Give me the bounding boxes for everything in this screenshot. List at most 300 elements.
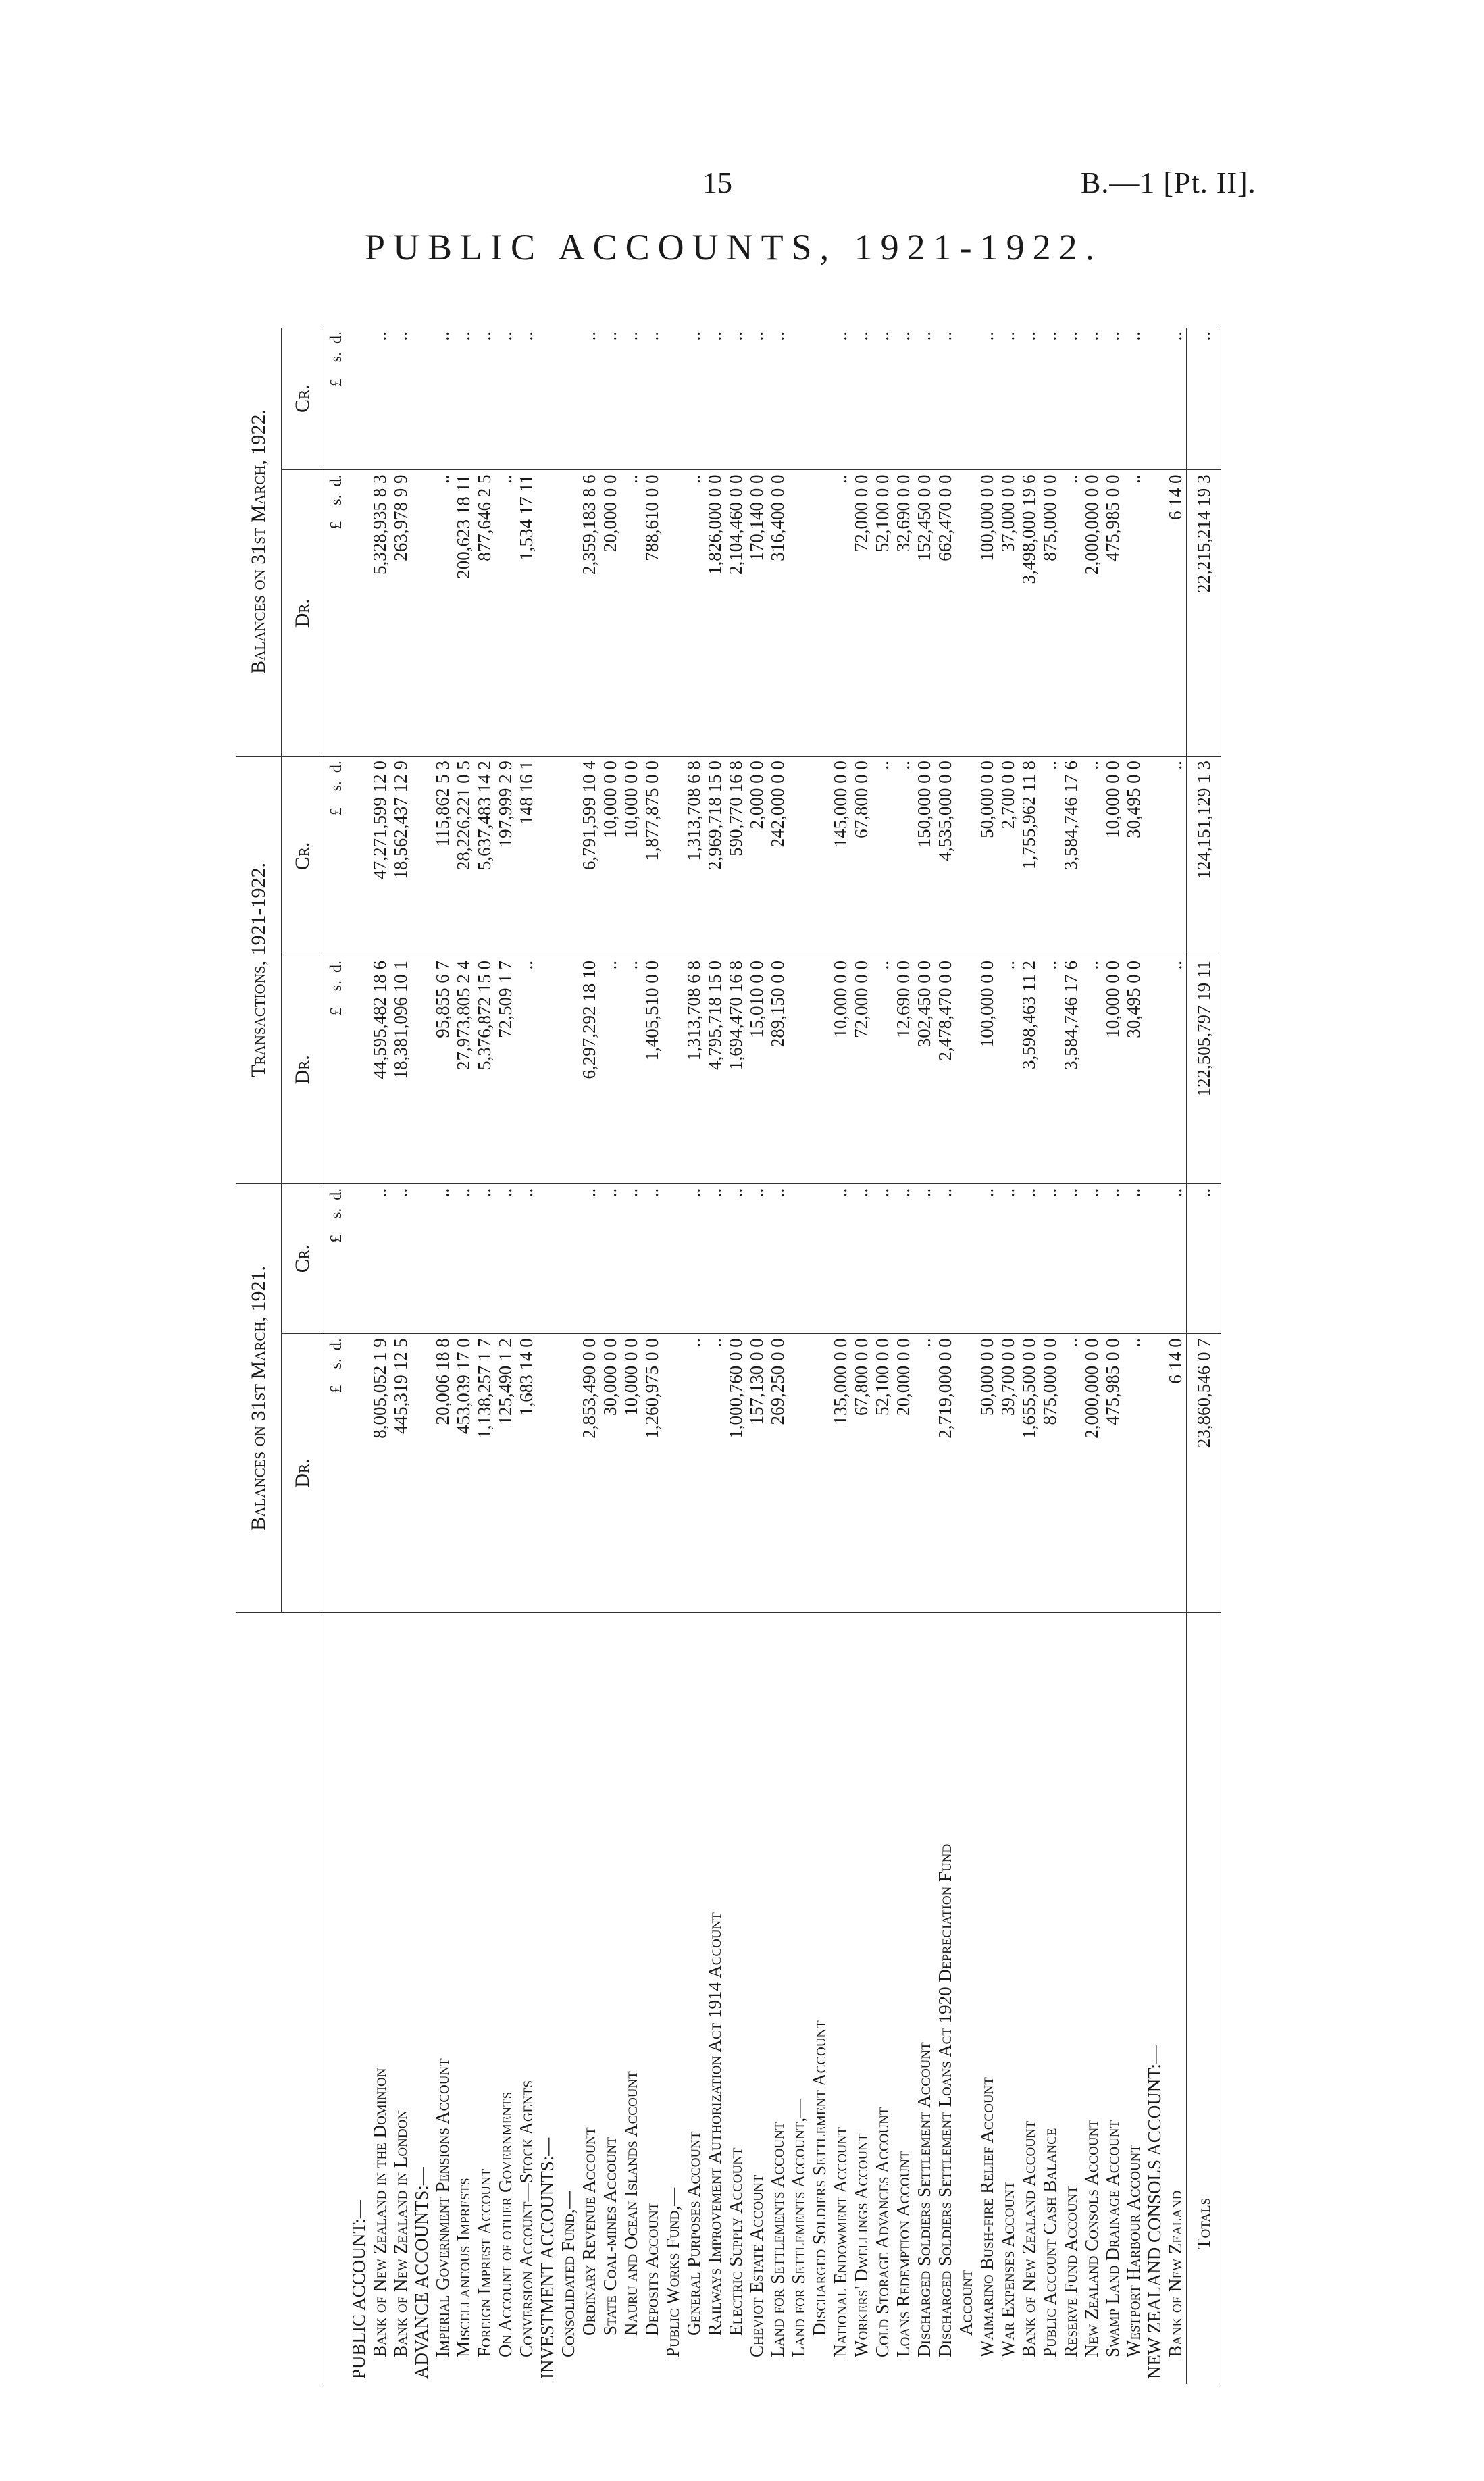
table-row — [411, 328, 432, 2384]
transactions-dr-cell: 5,376,872 15 0 — [474, 956, 495, 1183]
balance-1922-dr-cell: .. — [684, 470, 705, 757]
transactions-cr-cell: 10,000 0 0 — [1102, 757, 1123, 956]
header-cr: Cr. — [282, 328, 324, 470]
balance-1922-cr-cell: .. — [642, 328, 663, 470]
transactions-dr-cell: .. — [600, 956, 621, 1183]
balance-1921-dr-cell — [956, 1334, 977, 1613]
transactions-cr-cell — [558, 757, 579, 956]
transactions-dr-cell — [558, 956, 579, 1183]
transactions-cr-cell: .. — [1081, 757, 1102, 956]
balance-1922-dr-cell: .. — [495, 470, 516, 757]
transactions-dr-cell: 302,450 0 0 — [914, 956, 935, 1183]
table-row — [1144, 328, 1165, 2384]
balance-1922-dr-cell: 37,000 0 0 — [998, 470, 1019, 757]
table-row — [851, 328, 872, 2384]
row-label: Land for Settlements Account — [767, 2122, 788, 2357]
transactions-dr-cell: .. — [621, 956, 642, 1183]
row-label: Electric Supply Account — [725, 2147, 746, 2336]
balance-1922-cr-cell: .. — [851, 328, 872, 470]
balance-1922-cr-cell: .. — [767, 328, 788, 470]
table-row — [872, 328, 893, 2384]
balance-1922-cr-cell: .. — [495, 328, 516, 470]
balance-1921-dr-cell: 1,260,975 0 0 — [642, 1334, 663, 1613]
balance-1921-cr-cell: .. — [642, 1183, 663, 1334]
balance-1922-cr-cell: .. — [684, 328, 705, 470]
balance-1922-dr-cell: 72,000 0 0 — [851, 470, 872, 757]
table-row — [349, 328, 369, 2384]
balance-1922-cr-cell: .. — [516, 328, 537, 470]
balance-1922-dr-cell — [956, 470, 977, 757]
unit-label: £ s. d. — [324, 956, 349, 1183]
balance-1922-cr-cell: .. — [705, 328, 725, 470]
row-label: On Account of other Governments — [495, 2091, 515, 2357]
balance-1921-cr-cell — [663, 1183, 684, 1334]
balance-1922-dr-cell: 2,104,460 0 0 — [725, 470, 746, 757]
balance-1921-dr-cell: .. — [1123, 1334, 1144, 1613]
row-label: General Purposes Account — [684, 2131, 704, 2336]
balance-1922-dr-cell: 170,140 0 0 — [746, 470, 767, 757]
transactions-dr-cell: 95,855 6 7 — [432, 956, 453, 1183]
balance-1921-cr-cell: .. — [1060, 1183, 1081, 1334]
transactions-dr-cell — [663, 956, 684, 1183]
transactions-dr-cell — [537, 956, 558, 1183]
header-balances-1921: Balances on 31st March, 1921. — [236, 1183, 282, 1612]
balance-1921-cr-cell: .. — [579, 1183, 600, 1334]
transactions-cr-cell: 115,862 5 3 — [432, 757, 453, 956]
balance-1922-dr-cell: 662,470 0 0 — [935, 470, 956, 757]
table-row — [1040, 328, 1060, 2384]
transactions-cr-cell: 10,000 0 0 — [621, 757, 642, 956]
transactions-dr-cell: 3,598,463 11 2 — [1019, 956, 1040, 1183]
transactions-dr-cell: 1,313,708 6 8 — [684, 956, 705, 1183]
balance-1921-cr-cell: .. — [516, 1183, 537, 1334]
transactions-dr-cell: .. — [1081, 956, 1102, 1183]
balance-1922-cr-cell: .. — [1102, 328, 1123, 470]
table-row — [1102, 328, 1123, 2384]
transactions-cr-cell: 2,000 0 0 — [746, 757, 767, 956]
transactions-cr-cell: 4,535,000 0 0 — [935, 757, 956, 956]
totals-row — [1187, 328, 1221, 2384]
balance-1921-dr-cell: 30,000 0 0 — [600, 1334, 621, 1613]
transactions-cr-cell: 28,226,221 0 5 — [453, 757, 474, 956]
balance-1922-cr-cell — [663, 328, 684, 470]
balance-1921-dr-cell: 6 14 0 — [1165, 1334, 1187, 1613]
row-label: Swamp Land Drainage Account — [1102, 2120, 1123, 2357]
row-label: Discharged Soldiers Settlement Account — [809, 2020, 829, 2336]
transactions-cr-cell — [349, 757, 369, 956]
balance-1921-cr-cell: .. — [600, 1183, 621, 1334]
balance-1922-cr-cell: .. — [1123, 328, 1144, 470]
transactions-dr-cell: 27,973,805 2 4 — [453, 956, 474, 1183]
transactions-cr-cell: 5,637,483 14 2 — [474, 757, 495, 956]
transactions-cr-cell: .. — [1165, 757, 1187, 956]
balance-1921-cr-cell: .. — [369, 1183, 390, 1334]
table-row — [893, 328, 914, 2384]
table-row — [1165, 328, 1187, 2384]
balance-1922-dr-cell: 263,978 9 9 — [390, 470, 411, 757]
row-label: Foreign Imprest Account — [474, 2168, 494, 2357]
balance-1922-dr-cell: 1,826,000 0 0 — [705, 470, 725, 757]
balance-1921-cr-cell: .. — [767, 1183, 788, 1334]
transactions-cr-cell: .. — [893, 757, 914, 956]
balance-1921-dr-cell: 50,000 0 0 — [977, 1334, 998, 1613]
transactions-cr-cell — [1144, 757, 1165, 956]
transactions-cr-cell: 50,000 0 0 — [977, 757, 998, 956]
table-row — [453, 328, 474, 2384]
row-label: Nauru and Ocean Islands Account — [621, 2071, 641, 2336]
balance-1922-dr-cell — [809, 470, 830, 757]
row-label: Bank of New Zealand in London — [390, 2110, 411, 2357]
balance-1921-dr-cell: 125,490 1 2 — [495, 1334, 516, 1613]
balance-1922-dr-cell — [349, 470, 369, 757]
row-label: State Coal-mines Account — [600, 2137, 620, 2336]
row-label: Workers' Dwellings Account — [851, 2133, 871, 2357]
total-balance-1921-cr: .. — [1187, 1183, 1221, 1334]
balance-1921-dr-cell — [809, 1334, 830, 1613]
balance-1922-dr-cell — [1144, 470, 1165, 757]
table-row — [1060, 328, 1081, 2384]
page-title: PUBLIC ACCOUNTS, 1921-1922. — [365, 227, 1103, 267]
balance-1921-cr-cell — [558, 1183, 579, 1334]
table-row — [746, 328, 767, 2384]
row-label: Public Account Cash Balance — [1040, 2128, 1060, 2357]
balance-1921-cr-cell: .. — [495, 1183, 516, 1334]
balance-1922-dr-cell: 877,646 2 5 — [474, 470, 495, 757]
balance-1921-dr-cell: 2,719,000 0 0 — [935, 1334, 956, 1613]
balance-1922-dr-cell: 6 14 0 — [1165, 470, 1187, 757]
description-header — [236, 1613, 324, 2385]
transactions-dr-cell: 1,405,510 0 0 — [642, 956, 663, 1183]
row-label: INVESTMENT ACCOUNTS:— — [537, 2137, 557, 2379]
transactions-cr-cell: 145,000 0 0 — [830, 757, 851, 956]
balance-1921-dr-cell: 39,700 0 0 — [998, 1334, 1019, 1613]
transactions-dr-cell: 10,000 0 0 — [1102, 956, 1123, 1183]
balance-1922-cr-cell: .. — [746, 328, 767, 470]
header-transactions: Transactions, 1921-1922. — [236, 757, 282, 1184]
total-balance-1921-dr: 23,860,546 0 7 — [1187, 1334, 1221, 1613]
cash-accounts-table-container — [236, 328, 1331, 2384]
unit-label: £ s. d. — [324, 328, 349, 470]
balance-1921-cr-cell: .. — [935, 1183, 956, 1334]
row-label: Discharged Soldiers Settlement Account — [914, 2042, 934, 2357]
balance-1922-cr-cell: .. — [600, 328, 621, 470]
balance-1922-cr-cell: .. — [725, 328, 746, 470]
total-balance-1922-dr: 22,215,214 19 3 — [1187, 470, 1221, 757]
table-row — [684, 328, 705, 2384]
balance-1922-dr-cell: .. — [1123, 470, 1144, 757]
balance-1921-dr-cell: 20,000 0 0 — [893, 1334, 914, 1613]
balance-1922-dr-cell: 2,359,183 8 6 — [579, 470, 600, 757]
table-row — [390, 328, 411, 2384]
row-label: Reserve Fund Account — [1060, 2185, 1081, 2357]
header-dr: Dr. — [282, 1334, 324, 1613]
header-cr: Cr. — [282, 1183, 324, 1334]
transactions-dr-cell: .. — [1040, 956, 1060, 1183]
transactions-dr-cell: 30,495 0 0 — [1123, 956, 1144, 1183]
balance-1922-cr-cell: .. — [935, 328, 956, 470]
transactions-cr-cell — [663, 757, 684, 956]
transactions-cr-cell: .. — [872, 757, 893, 956]
balance-1922-cr-cell: .. — [977, 328, 998, 470]
row-label: Ordinary Revenue Account — [579, 2127, 599, 2336]
balance-1921-dr-cell: 10,000 0 0 — [621, 1334, 642, 1613]
transactions-dr-cell: 2,478,470 0 0 — [935, 956, 956, 1183]
balance-1922-dr-cell: 5,328,935 8 3 — [369, 470, 390, 757]
row-label: National Endowment Account — [830, 2127, 850, 2357]
table-row — [369, 328, 390, 2384]
balance-1922-dr-cell: 2,000,000 0 0 — [1081, 470, 1102, 757]
balance-1921-dr-cell — [1144, 1334, 1165, 1613]
balance-1921-dr-cell: 2,000,000 0 0 — [1081, 1334, 1102, 1613]
transactions-dr-cell — [956, 956, 977, 1183]
balance-1921-cr-cell: .. — [1165, 1183, 1187, 1334]
balance-1922-dr-cell: 3,498,000 19 6 — [1019, 470, 1040, 757]
row-label: Bank of New Zealand Account — [1019, 2120, 1039, 2357]
table-row — [495, 328, 516, 2384]
table-row — [432, 328, 453, 2384]
row-label: War Expenses Account — [998, 2181, 1018, 2357]
balance-1922-dr-cell: 32,690 0 0 — [893, 470, 914, 757]
transactions-dr-cell: 12,690 0 0 — [893, 956, 914, 1183]
row-label: Consolidated Fund,— — [558, 2191, 578, 2357]
balance-1921-cr-cell: .. — [1019, 1183, 1040, 1334]
balance-1922-cr-cell — [788, 328, 809, 470]
balance-1921-dr-cell: 1,683 14 0 — [516, 1334, 537, 1613]
balance-1921-cr-cell: .. — [1040, 1183, 1060, 1334]
transactions-cr-cell: 590,770 16 8 — [725, 757, 746, 956]
transactions-cr-cell: 3,584,746 17 6 — [1060, 757, 1081, 956]
balance-1921-dr-cell: 135,000 0 0 — [830, 1334, 851, 1613]
balance-1922-cr-cell — [956, 328, 977, 470]
transactions-dr-cell: 10,000 0 0 — [830, 956, 851, 1183]
balance-1922-dr-cell — [537, 470, 558, 757]
row-label: Waimarino Bush-fire Relief Account — [977, 2077, 997, 2357]
balance-1922-dr-cell: 152,450 0 0 — [914, 470, 935, 757]
transactions-dr-cell: 1,694,470 16 8 — [725, 956, 746, 1183]
total-transactions-cr: 124,151,129 1 3 — [1187, 757, 1221, 956]
table-row — [474, 328, 495, 2384]
balance-1922-dr-cell — [411, 470, 432, 757]
balance-1921-dr-cell: 67,800 0 0 — [851, 1334, 872, 1613]
transactions-cr-cell: .. — [1040, 757, 1060, 956]
table-row — [1123, 328, 1144, 2384]
row-label: Public Works Fund,— — [663, 2187, 683, 2357]
balance-1921-cr-cell: .. — [1081, 1183, 1102, 1334]
row-label: Account — [956, 2270, 976, 2336]
transactions-dr-cell: 72,509 1 7 — [495, 956, 516, 1183]
transactions-cr-cell — [411, 757, 432, 956]
balance-1921-dr-cell: 875,000 0 0 — [1040, 1334, 1060, 1613]
transactions-cr-cell: 242,000 0 0 — [767, 757, 788, 956]
balance-1922-dr-cell — [663, 470, 684, 757]
balance-1922-dr-cell: .. — [1060, 470, 1081, 757]
page-number: 15 — [702, 166, 732, 199]
header-balances-1922: Balances on 31st March, 1922. — [236, 328, 282, 757]
table-row — [998, 328, 1019, 2384]
row-label: Railways Improvement Authorization Act 1914 Account — [705, 1912, 725, 2336]
balance-1922-dr-cell: 20,000 0 0 — [600, 470, 621, 757]
row-label: NEW ZEALAND CONSOLS ACCOUNT:— — [1144, 2045, 1165, 2379]
balance-1922-cr-cell: .. — [432, 328, 453, 470]
transactions-dr-cell — [809, 956, 830, 1183]
table-row — [977, 328, 998, 2384]
balance-1921-cr-cell: .. — [998, 1183, 1019, 1334]
balance-1922-cr-cell: .. — [998, 328, 1019, 470]
balance-1921-dr-cell — [663, 1334, 684, 1613]
table-row — [600, 328, 621, 2384]
transactions-cr-cell: 2,969,718 15 0 — [705, 757, 725, 956]
balance-1922-cr-cell — [537, 328, 558, 470]
balance-1922-cr-cell: .. — [872, 328, 893, 470]
balance-1921-cr-cell: .. — [705, 1183, 725, 1334]
transactions-cr-cell: 18,562,437 12 9 — [390, 757, 411, 956]
balance-1921-cr-cell — [349, 1183, 369, 1334]
table-body — [324, 328, 1187, 2384]
balance-1921-cr-cell: .. — [851, 1183, 872, 1334]
balance-1921-dr-cell: .. — [705, 1334, 725, 1613]
table-row — [1019, 328, 1040, 2384]
document-reference: B.—1 [Pt. II]. — [1081, 166, 1256, 199]
table-row — [956, 328, 977, 2384]
balance-1921-dr-cell: 445,319 12 5 — [390, 1334, 411, 1613]
table-row — [663, 328, 684, 2384]
transactions-cr-cell: 1,877,875 0 0 — [642, 757, 663, 956]
table-row — [788, 328, 809, 2384]
transactions-cr-cell: 148 16 1 — [516, 757, 537, 956]
balance-1921-cr-cell: .. — [684, 1183, 705, 1334]
transactions-dr-cell — [349, 956, 369, 1183]
balance-1922-cr-cell: .. — [1165, 328, 1187, 470]
row-label: New Zealand Consols Account — [1081, 2120, 1102, 2357]
row-label: Imperial Government Pensions Account — [432, 2058, 453, 2357]
balance-1921-cr-cell — [788, 1183, 809, 1334]
transactions-cr-cell — [788, 757, 809, 956]
balance-1921-dr-cell: 52,100 0 0 — [872, 1334, 893, 1613]
balance-1922-cr-cell: .. — [390, 328, 411, 470]
balance-1922-dr-cell — [558, 470, 579, 757]
balance-1922-cr-cell: .. — [579, 328, 600, 470]
table-row — [809, 328, 830, 2384]
row-label: Miscellaneous Imprests — [453, 2178, 474, 2357]
row-label: Westport Harbour Account — [1123, 2145, 1144, 2357]
transactions-dr-cell: 289,150 0 0 — [767, 956, 788, 1183]
balance-1921-dr-cell — [537, 1334, 558, 1613]
balance-1922-cr-cell: .. — [621, 328, 642, 470]
balance-1922-dr-cell: .. — [830, 470, 851, 757]
balance-1922-dr-cell: 788,610 0 0 — [642, 470, 663, 757]
balance-1921-cr-cell — [956, 1183, 977, 1334]
row-label: Cheviot Estate Account — [746, 2174, 767, 2357]
transactions-cr-cell: 1,313,708 6 8 — [684, 757, 705, 956]
cash-accounts-table — [236, 328, 1221, 2384]
balance-1922-cr-cell: .. — [830, 328, 851, 470]
table-row — [767, 328, 788, 2384]
balance-1922-cr-cell: .. — [1081, 328, 1102, 470]
balance-1921-dr-cell: 2,853,490 0 0 — [579, 1334, 600, 1613]
balance-1921-cr-cell: .. — [893, 1183, 914, 1334]
table-row — [516, 328, 537, 2384]
balance-1922-cr-cell: .. — [1040, 328, 1060, 470]
balance-1921-dr-cell: 20,006 18 8 — [432, 1334, 453, 1613]
balance-1921-cr-cell: .. — [1123, 1183, 1144, 1334]
balance-1922-cr-cell: .. — [369, 328, 390, 470]
row-label: Bank of New Zealand in the Dominion — [369, 2068, 390, 2357]
unit-label: £ s. d. — [324, 1183, 349, 1334]
transactions-dr-cell: 44,595,482 18 6 — [369, 956, 390, 1183]
balance-1921-dr-cell: .. — [914, 1334, 935, 1613]
balance-1922-cr-cell: .. — [453, 328, 474, 470]
table-row — [830, 328, 851, 2384]
transactions-cr-cell: 47,271,599 12 0 — [369, 757, 390, 956]
balance-1921-dr-cell: 453,039 17 0 — [453, 1334, 474, 1613]
balance-1921-dr-cell: 8,005,052 1 9 — [369, 1334, 390, 1613]
transactions-dr-cell: .. — [872, 956, 893, 1183]
row-label: Bank of New Zealand — [1165, 2190, 1185, 2357]
balance-1922-dr-cell: 100,000 0 0 — [977, 470, 998, 757]
balance-1922-dr-cell: .. — [432, 470, 453, 757]
table-row — [725, 328, 746, 2384]
balance-1922-dr-cell: 1,534 17 11 — [516, 470, 537, 757]
balance-1921-cr-cell — [411, 1183, 432, 1334]
row-label: Deposits Account — [642, 2202, 662, 2336]
balance-1922-dr-cell: 475,985 0 0 — [1102, 470, 1123, 757]
table-row — [705, 328, 725, 2384]
table-row — [1081, 328, 1102, 2384]
balance-1921-dr-cell: 157,130 0 0 — [746, 1334, 767, 1613]
transactions-cr-cell: 197,999 2 9 — [495, 757, 516, 956]
table-row — [558, 328, 579, 2384]
balance-1921-dr-cell: 1,000,760 0 0 — [725, 1334, 746, 1613]
total-transactions-dr: 122,505,797 19 11 — [1187, 956, 1221, 1183]
balance-1921-cr-cell: .. — [453, 1183, 474, 1334]
balance-1921-cr-cell: .. — [1102, 1183, 1123, 1334]
table-row — [579, 328, 600, 2384]
transactions-cr-cell: 6,791,599 10 4 — [579, 757, 600, 956]
balance-1922-cr-cell — [411, 328, 432, 470]
unit-row — [324, 328, 349, 2384]
balance-1921-dr-cell — [411, 1334, 432, 1613]
balance-1921-dr-cell — [558, 1334, 579, 1613]
transactions-dr-cell: 15,010 0 0 — [746, 956, 767, 1183]
transactions-cr-cell — [956, 757, 977, 956]
row-label: Land for Settlements Account,— — [788, 2099, 809, 2357]
balance-1922-dr-cell: 52,100 0 0 — [872, 470, 893, 757]
balance-1922-dr-cell: 316,400 0 0 — [767, 470, 788, 757]
transactions-cr-cell: 67,800 0 0 — [851, 757, 872, 956]
transactions-dr-cell: 18,381,096 10 1 — [390, 956, 411, 1183]
table-row — [914, 328, 935, 2384]
balance-1922-cr-cell: .. — [1019, 328, 1040, 470]
transactions-dr-cell: .. — [1165, 956, 1187, 1183]
row-label: PUBLIC ACCOUNT:— — [349, 2200, 369, 2379]
transactions-cr-cell: 150,000 0 0 — [914, 757, 935, 956]
balance-1921-cr-cell: .. — [621, 1183, 642, 1334]
transactions-dr-cell: 6,297,292 18 10 — [579, 956, 600, 1183]
balance-1922-dr-cell: 875,000 0 0 — [1040, 470, 1060, 757]
balance-1921-dr-cell: .. — [1060, 1334, 1081, 1613]
table-row — [537, 328, 558, 2384]
transactions-dr-cell: .. — [516, 956, 537, 1183]
total-balance-1922-cr: .. — [1187, 328, 1221, 470]
balance-1922-dr-cell: .. — [621, 470, 642, 757]
transactions-dr-cell: 72,000 0 0 — [851, 956, 872, 1183]
row-label: Conversion Account—Stock Agents — [516, 2080, 536, 2357]
balance-1921-cr-cell — [1144, 1183, 1165, 1334]
unit-label: £ s. d. — [324, 757, 349, 956]
balance-1921-dr-cell: 475,985 0 0 — [1102, 1334, 1123, 1613]
transactions-dr-cell — [1144, 956, 1165, 1183]
transactions-cr-cell — [809, 757, 830, 956]
